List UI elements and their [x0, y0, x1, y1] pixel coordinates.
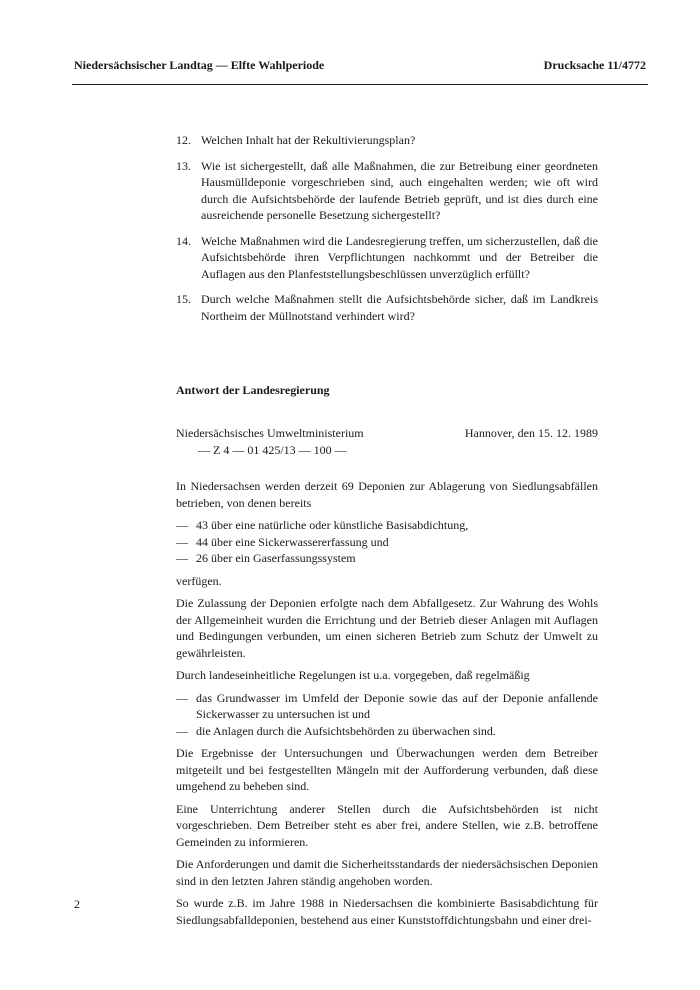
- question-number: 14.: [176, 233, 191, 248]
- paragraph-1988: So wurde z.B. im Jahre 1988 in Niedersachsen die kombinierte Basisabdichtung für Siedlungsabfalldeponien, bestehend aus einer Kunststoffdichtungsbahn und einer drei-: [176, 896, 598, 927]
- page-number: 2: [74, 897, 80, 911]
- list-item: — 26 über ein Gaserfassungssystem: [176, 550, 598, 567]
- list-item: — das Grundwasser im Umfeld der Deponie sowie das auf der Deponie anfallende Sickerwasser zu untersuchen ist und: [176, 690, 598, 721]
- intro-paragraph: In Niedersachsen werden derzeit 69 Deponien zur Ablagerung von Siedlungsabfällen betrieben, von denen bereits: [176, 479, 598, 510]
- verb-line: verfügen.: [176, 573, 222, 588]
- answer-body: [176, 478, 598, 934]
- ministry-block: [176, 425, 598, 458]
- question-text: Welche Maßnahmen wird die Landesregierung treffen, um sicherzustellen, daß die Aufsichtsbehörde ihren Verpflichtungen nachkommt und der Betreiber die Auflagen aus den Planfeststellungsbeschlüssen unverzüglich erfüllt?: [201, 233, 598, 281]
- question-number: 13.: [176, 158, 191, 173]
- question-number: 12.: [176, 133, 191, 147]
- list-item-text: die Anlagen durch die Aufsichtsbehörden zu überwachen sind.: [196, 723, 496, 738]
- question-text: Wie ist sichergestellt, daß alle Maßnahmen, die zur Betreibung einer geordneten Hausmülldeponie vorgeschrieben sind, auch eingehalten werden; wie oft wird durch die Aufsichtsbehörde der laufende Betrieb geprüft, und ist dies durch eine ausreichende personelle Besetzung sichergestellt?: [201, 158, 598, 222]
- question-text: Durch welche Maßnahmen stellt die Aufsichtsbehörde sicher, daß im Landkreis Northeim der Müllnotstand verhindert wird?: [201, 292, 598, 323]
- question-item: [176, 158, 598, 224]
- paragraph-unterrichtung: Eine Unterrichtung anderer Stellen durch die Aufsichtsbehörden ist nicht vorgeschrieben. Dem Betreiber steht es aber frei, andere Stellen, wie z.B. betroffene Gemeinden zu informieren.: [176, 801, 598, 849]
- list-item-text: 44 über eine Sickerwassererfassung und: [196, 534, 389, 549]
- question-number: 15.: [176, 292, 191, 306]
- list-item-text: das Grundwasser im Umfeld der Deponie sowie das auf der Deponie anfallende Sickerwasser zu untersuchen ist und: [196, 690, 598, 721]
- list-item: — die Anlagen durch die Aufsichtsbehörden zu überwachen sind.: [176, 723, 598, 740]
- ministry-name: Niedersächsisches Umweltministerium: [176, 426, 364, 440]
- list-item-text: 26 über ein Gaserfassungssystem: [196, 551, 356, 565]
- paragraph-regelungen: Durch landeseinheitliche Regelungen ist u.a. vorgegeben, daß regelmäßig: [176, 668, 530, 682]
- header-parliament-title: Niedersächsischer Landtag — Elfte Wahlperiode: [74, 58, 325, 72]
- list-item-text: 43 über eine natürliche oder künstliche Basisabdichtung,: [196, 518, 469, 532]
- regulation-list: [176, 690, 598, 740]
- question-item: [176, 291, 598, 324]
- reference-number: — Z 4 — 01 425/13 — 100 —: [198, 442, 347, 457]
- question-item: [176, 132, 598, 149]
- header-document-number: Drucksache 11/4772: [543, 58, 646, 72]
- place-date: Hannover, den 15. 12. 1989: [464, 426, 598, 440]
- paragraph-zulassung: Die Zulassung der Deponien erfolgte nach dem Abfallgesetz. Zur Wahrung des Wohls der Allgemeinheit wurden die Errichtung und der Betrieb dieser Anlagen mit Auflagen und Bedingungen verbunden, um einen sicheren Betrieb zum Schutz der Umwelt zu gewährleisten.: [176, 596, 598, 660]
- question-item: [176, 233, 598, 283]
- question-list: [176, 132, 598, 333]
- list-item: — 43 über eine natürliche oder künstliche Basisabdichtung,: [176, 517, 598, 534]
- paragraph-anforderungen: Die Anforderungen und damit die Sicherheitsstandards der niedersächsischen Deponien sind in den letzten Jahren ständig angehoben worden.: [176, 857, 598, 888]
- question-text: Welchen Inhalt hat der Rekultivierungsplan?: [201, 133, 416, 147]
- answer-heading: Antwort der Landesregierung: [176, 383, 330, 397]
- paragraph-ergebnisse: Die Ergebnisse der Untersuchungen und Überwachungen werden dem Betreiber mitgeteilt und bei festgestellten Mängeln mit der Aufforderung verbunden, daß diese umgehend zu beheben sind.: [176, 746, 598, 793]
- header-rule: [72, 84, 648, 85]
- landfill-feature-list: [176, 517, 598, 567]
- list-item: — 44 über eine Sickerwassererfassung und: [176, 534, 598, 551]
